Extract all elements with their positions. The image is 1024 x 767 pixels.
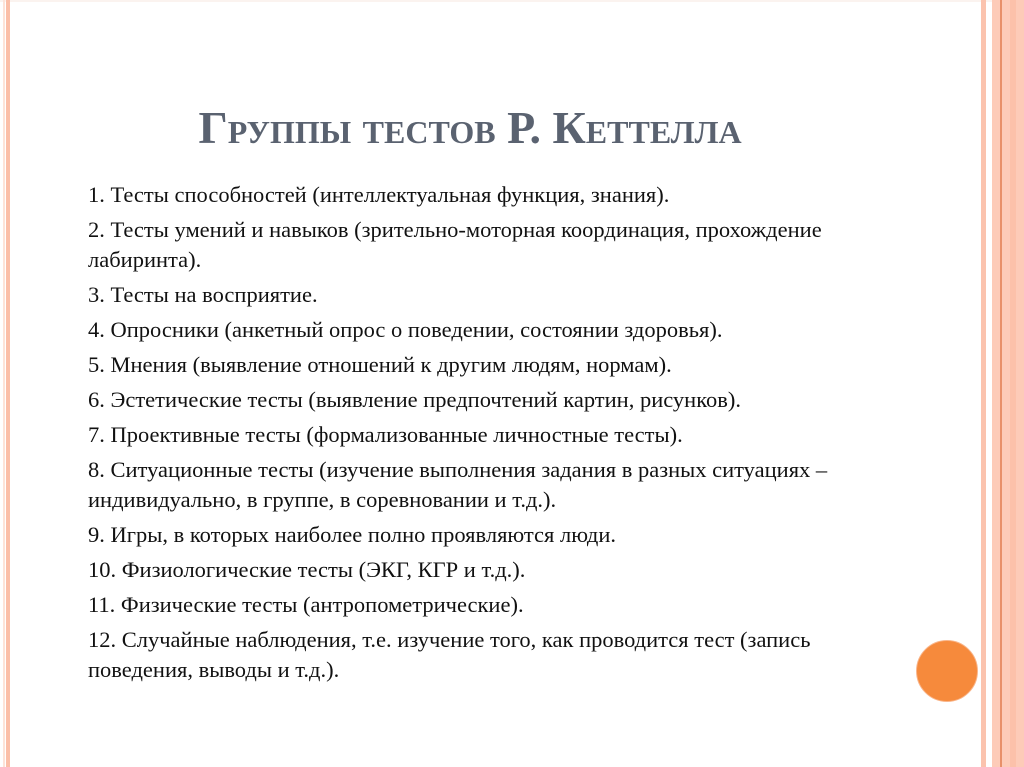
list-item: 1. Тесты способностей (интеллектуальная функция, знания). <box>88 182 670 207</box>
decorative-orange-circle <box>916 640 978 702</box>
list-item: 9. Игры, в которых наиболее полно проявляются люди. <box>88 522 617 547</box>
list-item: 6. Эстетические тесты (выявление предпочтений картин, рисунков). <box>88 387 741 412</box>
list-item: 8. Ситуационные тесты (изучение выполнения задания в разных ситуациях – индивидуально, в группе, в соревновании и т.д.). <box>88 457 828 512</box>
list-item: 10. Физиологические тесты (ЭКГ, КГР и т.д.). <box>88 557 526 582</box>
list-item: 3. Тесты на восприятие. <box>88 282 318 307</box>
slide-title: Группы тестов Р. Кеттелла <box>198 102 742 153</box>
list-item: 12. Случайные наблюдения, т.е. изучение того, как проводится тест (запись поведения, выводы и т.д.). <box>88 627 811 682</box>
test-groups-list <box>88 180 868 690</box>
right-band-line <box>1000 0 1002 767</box>
top-border <box>0 0 1024 2</box>
list-item: 4. Опросники (анкетный опрос о поведении, состоянии здоровья). <box>88 317 723 342</box>
right-stripe-thin <box>981 0 986 767</box>
right-band <box>992 0 1024 767</box>
list-item: 7. Проективные тесты (формализованные личностные тесты). <box>88 422 683 447</box>
right-band-stripe <box>1010 0 1016 767</box>
list-item: 5. Мнения (выявление отношений к другим людям, нормам). <box>88 352 672 377</box>
list-item: 2. Тесты умений и навыков (зрительно-моторная координация, прохождение лабиринта). <box>88 217 822 272</box>
list-item: 11. Физические тесты (антропометрические). <box>88 592 524 617</box>
